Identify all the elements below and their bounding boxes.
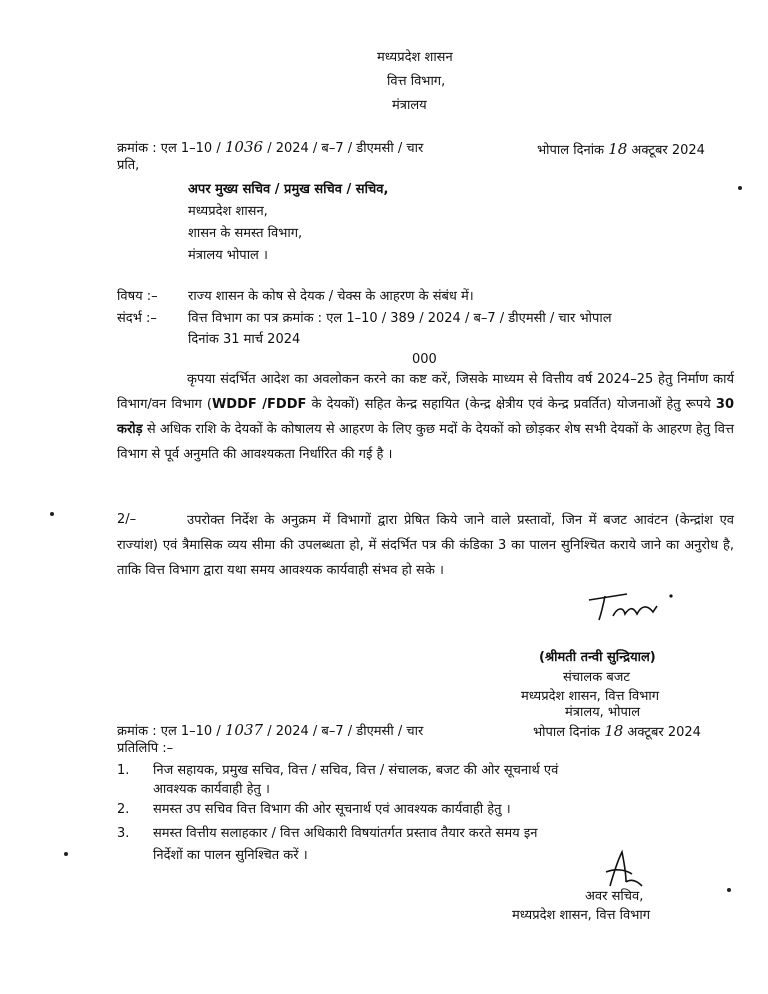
paragraph-2-text: उपरोक्त निर्देश के अनुक्रम में विभागों द्वारा प्रेषित किये जाने वाले प्रस्तावों, जिन में बजट आवंटन (केन्द्रांश एव राज्यांश) एवं त्रैमासिक व्यय सीमा की उपलब्धता हो, में संदर्भित पत्र की कंडिका 3 का पालन सुनिश्चित कराये जाने का अनुरोध है, ताकि वित्त विभाग द्वारा यथा समय आवश्यक कार्यवाही संभव हो सके । [117,513,734,578]
paragraph-1 [117,367,734,467]
order1-ref-handwritten: 1036 [224,138,264,156]
order2-date-handwritten: 18 [604,722,624,740]
undersecretary-title: अवर सचिव, [585,889,644,904]
signatory-designation: संचालक बजट [563,670,630,685]
addressee-line-3: शासन के समस्त विभाग, [188,226,303,241]
order1-date-suffix: अक्टूबर 2024 [631,143,705,158]
signature-1 [585,588,695,628]
scan-speck [727,888,731,892]
order2-date [533,723,701,741]
addressee-line-4: मंत्रालय भोपाल । [188,248,268,263]
copy-item-1-line-1: निज सहायक, प्रमुख सचिव, वित्त / सचिव, वित्त / संचालक, बजट की ओर सूचनार्थ एवं [153,763,559,778]
order1-ref-prefix: क्रमांक : एल 1–10 / [117,141,221,156]
subject-label: विषय :– [117,289,158,304]
copy-item-1-line-2: आवश्यक कार्यवाही हेतु । [153,782,270,797]
copy-item-3-number: 3. [117,826,130,841]
paragraph-1-part-2: के देयकों) सहित केन्द्र सहायित (केन्द्र क्षेत्रीय एवं केन्द्र प्रवर्तित) योजनाओं हेतु रूपये [306,397,716,412]
reference-line-1: वित्त विभाग का पत्र क्रमांक : एल 1–10 / 389 / 2024 / ब–7 / डीएमसी / चार भोपाल [188,311,612,326]
order1-date-handwritten: 18 [608,140,628,158]
header-line-3: मंत्रालय [392,98,427,113]
copy-item-3-line-2: निर्देशों का पालन सुनिश्चित करें । [153,848,308,863]
scan-speck [50,512,54,516]
copy-item-2-number: 2. [117,802,130,817]
reference-line-2: दिनांक 31 मार्च 2024 [188,332,301,347]
order1-ref-suffix: / 2024 / ब–7 / डीएमसी / चार [267,141,424,156]
prati-label: प्रति, [117,158,140,173]
separator: 000 [412,352,437,367]
copy-item-2-line-1: समस्त उप सचिव वित्त विभाग की ओर सूचनार्थ एवं आवश्यक कार्यवाही हेतु । [153,802,511,817]
order1-date-prefix: भोपाल दिनांक [537,143,605,158]
copy-label: प्रतिलिपि :– [117,741,174,756]
header-line-1: मध्यप्रदेश शासन [377,50,453,65]
signatory-name: (श्रीमती तन्वी सुन्द्रियाल) [539,650,656,665]
paragraph-1-part-1: कृपया संदर्भित आदेश का अवलोकन करने का कष्ट करें, जिसके माध्यम से वित्तीय वर्ष 2024–25 हेतु निर्माण कार्य विभाग/वन विभाग ( [117,372,734,412]
undersecretary-office: मध्यप्रदेश शासन, वित्त विभाग [512,908,651,923]
reference-label: संदर्भ :– [117,311,157,326]
order1-ref [117,139,423,157]
paragraph-1-bold-2: 30 करोड़ [117,397,735,437]
paragraph-1-part-3: से अधिक राशि के देयकों के कोषालय से आहरण के लिए कुछ मदों के देयकों को छोड़कर शेष सभी देयकों के आहरण हेतु वित्त विभाग से पूर्व अनुमति की आवश्यकता निर्धारित की गई है । [117,422,734,462]
order2-ref-suffix: / 2024 / ब–7 / डीएमसी / चार [267,724,424,739]
paragraph-2-number: 2/– [117,512,137,527]
copy-item-3-line-1: समस्त वित्तीय सलाहकार / वित्त अधिकारी विषयांतर्गत प्रस्ताव तैयार करते समय इन [153,826,538,841]
order1-date [537,141,705,159]
addressee-line-1: अपर मुख्य सचिव / प्रमुख सचिव / सचिव, [188,182,389,197]
subject-text: राज्य शासन के कोष से देयक / चेक्स के आहरण के संबंध में। [188,289,474,304]
order2-date-suffix: अक्टूबर 2024 [627,725,701,740]
copy-item-1-number: 1. [117,763,130,778]
signature-2 [596,848,646,890]
signatory-office: मध्यप्रदेश शासन, वित्त विभाग [521,689,660,704]
order2-ref [117,722,423,740]
order2-ref-prefix: क्रमांक : एल 1–10 / [117,724,221,739]
scan-speck [64,852,68,856]
order2-date-prefix: भोपाल दिनांक [533,725,601,740]
order2-ref-handwritten: 1037 [224,721,264,739]
paragraph-1-bold-1: WDDF /FDDF [211,397,307,412]
scan-speck [738,186,742,190]
signatory-place: मंत्रालय, भोपाल [565,705,641,720]
addressee-line-2: मध्यप्रदेश शासन, [188,204,268,219]
header-line-2: वित्त विभाग, [387,74,446,89]
